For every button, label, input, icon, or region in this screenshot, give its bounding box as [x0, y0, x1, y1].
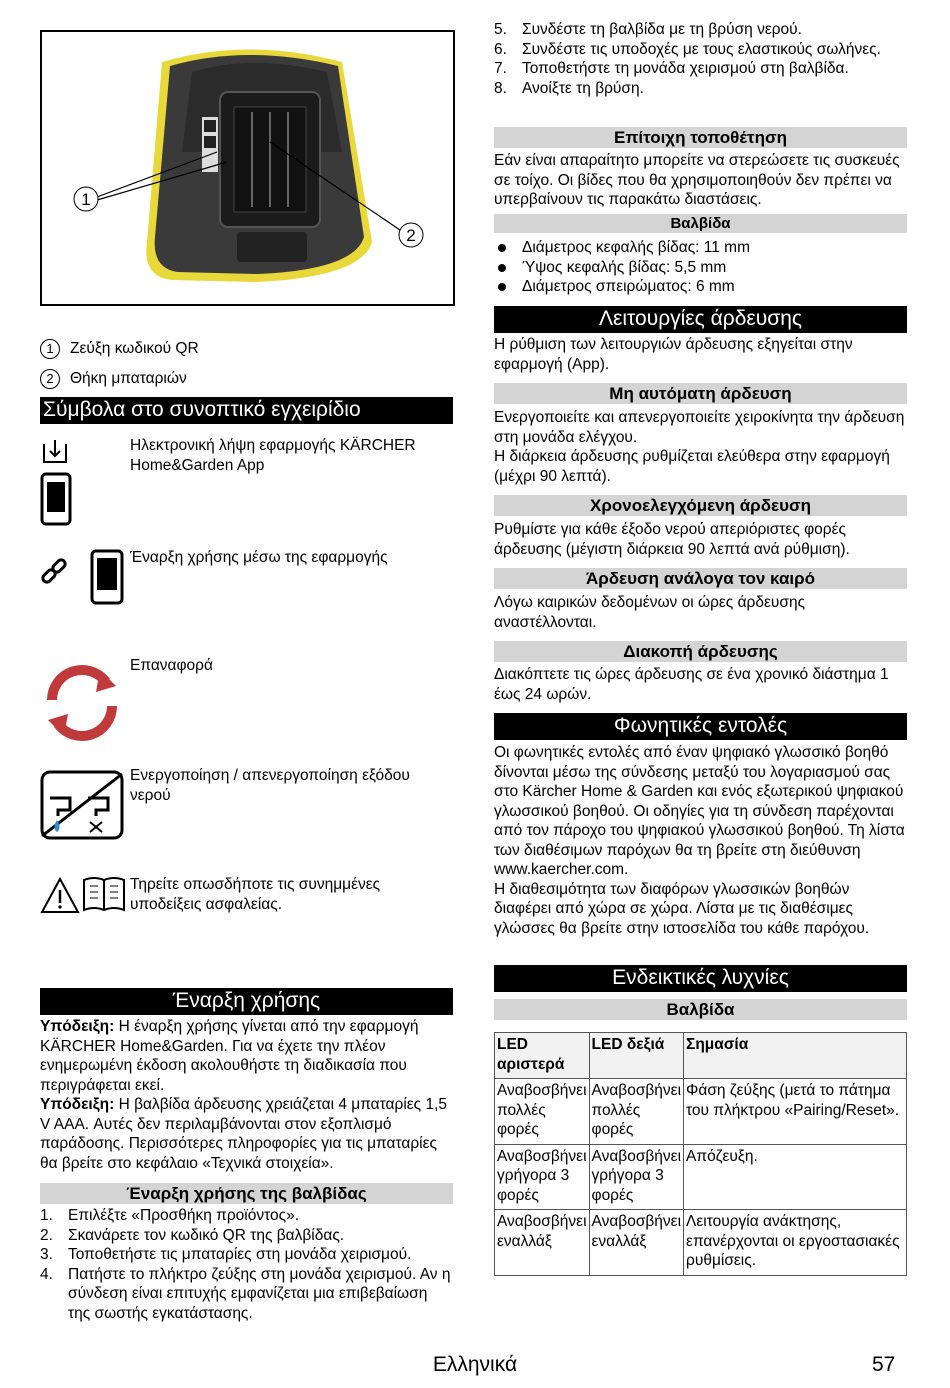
voice-heading: Φωνητικές εντολές [494, 713, 907, 740]
device-illustration [42, 32, 453, 304]
voice-text: Οι φωνητικές εντολές από έναν ψηφιακό γλωσσικό βοηθό δίνονται μέσω της σύνδεσης μεταξύ του λογαριασμού σας στο Kärcher Home & Garden και ενός εξωτερικού ψηφιακού γλωσσικού βοηθού. Οι οδηγίες για τη σύνδεση παρέχονται από τον πάροχο του ψηφιακού γλωσσικού βοηθού. Τη λίστα των διαθέσιμων παρόχων θα τη βρείτε στη διεύθυνση www.kaercher.com. Η διαθεσιμότητα των διαφόρων γλωσσικών βοηθών διαφέρει από χώρα σε χώρα. Λίστα με τις διαθέσιμες γλώσσες θα βρείτε στην ιστοσελίδα του κάθε παρόχου. [494, 744, 905, 937]
table-row [495, 1079, 907, 1145]
pause-irrigation-text: Διακόπτετε τις ώρες άρδευσης σε ένα χρονικό διάστημα 1 έως 24 ωρών. [494, 666, 889, 703]
led-table-header-row [495, 1033, 907, 1079]
screw-spec-item: Διάμετρος κεφαλής βίδας: 11 mm [494, 238, 907, 258]
step-number: 1. [40, 1207, 53, 1224]
weather-irrigation-text: Λόγω καιρικών δεδομένων οι ώρες άρδευσης αναστέλλονται. [494, 594, 806, 631]
wall-text: Εάν είναι απαραίτητο μπορείτε να στερεώσετε τις συσκευές σε τοίχο. Οι βίδες που θα χρησιμοποιηθούν δεν πρέπει να υπερβαίνουν τις παρακάτω διαστάσεις. [494, 152, 900, 208]
step-item [494, 59, 907, 79]
legend-item [40, 334, 453, 364]
irrigation-heading: Λειτουργίες άρδευσης [494, 306, 907, 333]
figure-callout-1: 1 [81, 190, 91, 209]
step-number: 8. [494, 79, 507, 97]
meaning-cell: Φάση ζεύξης (μετά το πάτημα του πλήκτρου «Pairing/Reset». [684, 1079, 907, 1145]
step-text: Σκανάρετε τον κωδικό QR της βαλβίδας. [68, 1226, 345, 1244]
step-item [40, 1245, 453, 1265]
symbol-text-water-outlet: Ενεργοποίηση / απενεργοποίηση εξόδου νερού [130, 767, 410, 804]
led-left-cell: Αναβοσβήνει γρήγορα 3 φορές [495, 1144, 590, 1210]
legend-number: 1 [40, 339, 60, 359]
manual-irrigation-text: Ενεργοποιείτε και απενεργοποιείτε χειροκίνητα την άρδευση στη μονάδα ελέγχου. Η διάρκεια άρδευσης ρυθμίζεται ελεύθερα στην εφαρμογή (μέχρι 90 λεπτά). [494, 409, 905, 485]
start-note-2 [40, 1095, 453, 1173]
valve-start-heading: Έναρξη χρήσης της βαλβίδας [40, 1183, 453, 1204]
page-number: 57 [872, 1353, 896, 1376]
app-download-icon [40, 438, 72, 536]
legend-number: 2 [40, 369, 60, 389]
step-number: 7. [494, 60, 507, 77]
figure-callout-2: 2 [406, 226, 416, 245]
steps-list-left [40, 1206, 453, 1323]
legend-item [40, 364, 453, 394]
step-item [40, 1206, 453, 1226]
start-heading: Έναρξη χρήσης [40, 988, 453, 1015]
column-header: Σημασία [684, 1033, 907, 1079]
step-number: 2. [40, 1226, 53, 1244]
legend-text: Ζεύξη κωδικού QR [70, 340, 199, 358]
irrigation-intro: Η ρύθμιση των λειτουργιών άρδευσης εξηγείται στην εφαρμογή (App). [494, 336, 853, 373]
leds-heading: Ενδεικτικές λυχνίες [494, 965, 907, 992]
symbol-text-reset: Επαναφορά [130, 657, 213, 674]
led-right-cell: Αναβοσβήνει εναλλάξ [589, 1210, 684, 1276]
symbol-text-safety: Τηρείτε οπωσδήποτε τις συνημμένες υποδείξεις ασφαλείας. [130, 876, 381, 913]
step-item [494, 79, 907, 99]
symbols-heading: Σύμβολα στο συνοπτικό εγχειρίδιο [40, 397, 453, 424]
note-label: Υπόδειξη: [40, 1096, 115, 1113]
screw-spec-item: Διάμετρος σπειρώματος: 6 mm [494, 277, 907, 297]
device-figure [40, 30, 455, 306]
step-item [494, 40, 907, 60]
step-number: 6. [494, 40, 507, 58]
safety-manual-icon [40, 876, 126, 922]
steps-list-right [494, 20, 907, 98]
note-label: Υπόδειξη: [40, 1018, 115, 1035]
table-row [495, 1144, 907, 1210]
step-item [40, 1226, 453, 1246]
step-text: Επιλέξτε «Προσθήκη προϊόντος». [68, 1207, 300, 1224]
screw-spec-list [494, 238, 907, 297]
symbol-text-link-phone: Έναρξη χρήσης μέσω της εφαρμογής [130, 549, 388, 566]
reset-icon [40, 660, 124, 752]
step-number: 5. [494, 21, 507, 38]
timed-irrigation-text: Ρυθμίστε για κάθε έξοδο νερού απεριόριστες φορές άρδευσης (μέγιστη διάρκεια 90 λεπτά ανά ρύθμιση). [494, 521, 850, 558]
weather-irrigation-heading: Άρδευση ανάλογα τον καιρό [494, 568, 907, 589]
start-note-1 [40, 1017, 453, 1095]
step-text: Τοποθετήστε τις μπαταρίες στη μονάδα χειρισμού. [68, 1246, 412, 1263]
screw-spec-item: Ύψος κεφαλής βίδας: 5,5 mm [494, 258, 907, 278]
led-left-cell: Αναβοσβήνει εναλλάξ [495, 1210, 590, 1276]
meaning-cell: Απόζευξη. [684, 1144, 907, 1210]
meaning-cell: Λειτουργία ανάκτησης, επανέρχονται οι εργοστασιακές ρυθμίσεις. [684, 1210, 907, 1276]
led-right-cell: Αναβοσβήνει πολλές φορές [589, 1079, 684, 1145]
step-item [40, 1265, 453, 1324]
column-header: LED δεξιά [589, 1033, 684, 1079]
step-number: 4. [40, 1265, 53, 1283]
table-row [495, 1210, 907, 1276]
pause-irrigation-heading: Διακοπή άρδευσης [494, 641, 907, 662]
note-text: Η βαλβίδα άρδευσης χρειάζεται 4 μπαταρίες 1,5 V AAA. Αυτές δεν περιλαμβάνονται στον εξοπλισμό παράδοσης. Περισσότερες πληροφορίες για τις μπαταρίες θα βρείτε στο κεφάλαιο «Τεχνικά στοιχεία». [40, 1096, 448, 1172]
timed-irrigation-heading: Χρονοελεγχόμενη άρδευση [494, 495, 907, 516]
footer-language: Ελληνικά [432, 1353, 518, 1376]
step-text: Συνδέστε τις υποδοχές με τους ελαστικούς σωλήνες. [522, 40, 881, 58]
manual-irrigation-heading: Μη αυτόματη άρδευση [494, 383, 907, 404]
column-header: LED αριστερά [495, 1033, 590, 1079]
water-outlet-icon [40, 770, 124, 846]
led-right-cell: Αναβοσβήνει γρήγορα 3 φορές [589, 1144, 684, 1210]
step-text: Τοποθετήστε τη μονάδα χειρισμού στη βαλβίδα. [522, 60, 849, 77]
wall-sub-heading: Βαλβίδα [494, 214, 907, 233]
figure-legend [40, 334, 453, 394]
leds-sub-heading: Βαλβίδα [494, 999, 907, 1020]
wall-heading: Επίτοιχη τοποθέτηση [494, 127, 907, 148]
step-text: Πατήστε το πλήκτρο ζεύξης στη μονάδα χειρισμού. Αν η σύνδεση είναι επιτυχής εμφανίζεται μια επιβεβαίωση της σωστής εγκατάστασης. [68, 1265, 451, 1322]
note-text: Η έναρξη χρήσης γίνεται από την εφαρμογή KÄRCHER Home&Garden. Για να έχετε την πλέον ενημερωμένη έκδοση ακολουθήστε τη διαδικασία που περιγράφεται εκεί. [40, 1018, 419, 1094]
step-item [494, 20, 907, 40]
led-left-cell: Αναβοσβήνει πολλές φορές [495, 1079, 590, 1145]
link-phone-icon [38, 548, 128, 614]
led-table [494, 1032, 907, 1276]
step-text: Συνδέστε τη βαλβίδα με τη βρύση νερού. [522, 21, 802, 38]
step-text: Ανοίξτε τη βρύση. [522, 79, 644, 97]
legend-text: Θήκη μπαταριών [70, 370, 187, 388]
step-number: 3. [40, 1246, 53, 1263]
symbol-text-app-download: Ηλεκτρονική λήψη εφαρμογής KÄRCHER Home&Garden App [130, 437, 416, 474]
